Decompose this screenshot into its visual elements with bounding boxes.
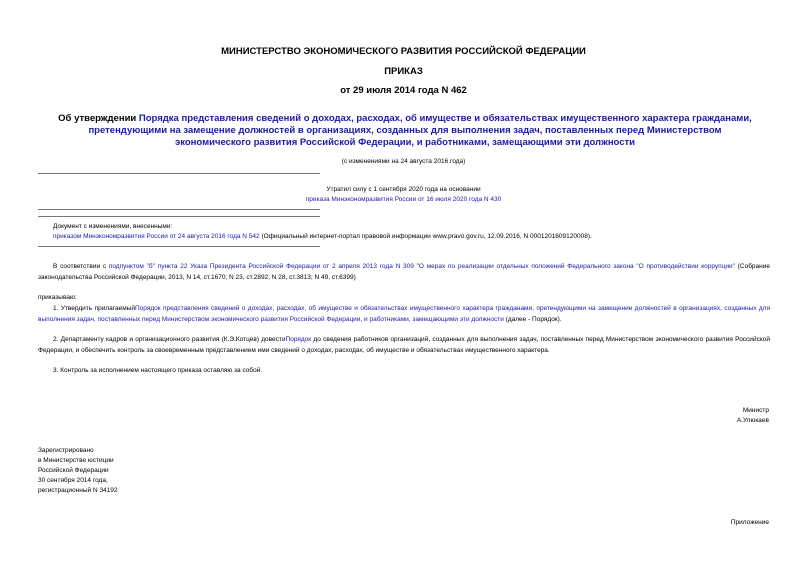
- item-1-text-1: 1. Утвердить прилагаемый: [53, 305, 135, 312]
- title-link[interactable]: Порядка представления сведений о доходах, расходах, об имуществе и обязательствах имущественного характера гражданами, претендующими на замещение должностей в организациях, созданных для выполнения задач, поставленных перед Министерством экономического развития Российской Федерации, и работниками, замещающими эти должности: [88, 113, 752, 148]
- preamble-text-2: (Собрание законодательства Российской Федерации, 2013, N 14, ст.1670; N 23, ст.2892; N 28, ст.3813; N 49, ст.6399): [38, 263, 770, 281]
- registration-line: 30 сентября 2014 года,: [38, 477, 108, 484]
- expired-link[interactable]: приказа Минэкономразвития России от 16 июля 2020 года N 430: [305, 196, 502, 203]
- appendix-label: Приложение: [730, 519, 769, 526]
- expired-line: Утратил силу с 1 сентября 2020 года на основании: [326, 186, 481, 193]
- changes-rest: (Официальный интернет-портал правовой информации www.pravo.gov.ru, 12.09.2016, N 0001201609120008).: [259, 233, 592, 240]
- registration-line: в Министерстве юстиции: [38, 457, 114, 464]
- registration-line: регистрационный N 34192: [38, 487, 118, 494]
- changes-label: Документ с изменениями, внесенными:: [53, 223, 173, 230]
- changes-line: [53, 232, 773, 243]
- registration-line: Российской Федерации: [38, 467, 109, 474]
- ministry-heading: МИНИСТЕРСТВО ЭКОНОМИЧЕСКОГО РАЗВИТИЯ РОССИЙСКОЙ ФЕДЕРАЦИИ: [221, 46, 586, 57]
- item-2-link[interactable]: Порядок: [285, 336, 312, 343]
- divider: [38, 209, 320, 210]
- signature-position: Министр: [742, 407, 769, 414]
- registration-line: Зарегистрировано: [38, 447, 94, 454]
- preamble-link[interactable]: подпунктом "б" пункта 22 Указа Президента Российской Федерации от 2 апреля 2013 года N 309 "О мерах по реализации отдельных положений Федерального закона "О противодействии коррупции": [108, 263, 735, 270]
- item-2-text-1: 2. Департаменту кадров и организационного развития (К.Э.Котцев) довести: [53, 336, 286, 343]
- order-word: приказываю:: [38, 294, 77, 301]
- document-title: [55, 113, 755, 149]
- item-2-text-2: до сведения работников организаций, созданных для выполнения задач, поставленных перед Министерством экономического развития Российской Федерации, и обеспечить контроль за своевременным представлением ими сведений о доходах, расходах, об имуществе и обязательствах имущественного характера.: [38, 336, 770, 354]
- preamble-paragraph: [38, 262, 770, 283]
- item-1-text-2: (далее - Порядок).: [503, 315, 562, 323]
- doc-type-heading: ПРИКАЗ: [384, 66, 423, 77]
- divider: [38, 216, 320, 217]
- divider: [38, 173, 320, 174]
- amended-note: (с изменениями на 24 августа 2016 года): [341, 158, 466, 165]
- divider: [38, 246, 320, 247]
- changes-link[interactable]: приказом Минэкономразвития России от 24 августа 2016 года N 542: [53, 233, 260, 240]
- item-2-paragraph: [38, 335, 770, 356]
- title-prefix: Об утверждении: [58, 113, 139, 124]
- item-1-link[interactable]: Порядок представления сведений о доходах, расходах, об имуществе и обязательствах имущественного характера гражданами, претендующими на замещение должностей в организациях, созданных для выполнения задач, поставленных перед Министерством экономического развития Российской Федерации, и работниками, замещающими эти должности: [38, 305, 770, 323]
- date-number-heading: от 29 июля 2014 года N 462: [340, 85, 467, 96]
- preamble-text-1: В соответствии с: [53, 263, 109, 270]
- item-3-paragraph: 3. Контроль за исполнением настоящего приказа оставляю за собой.: [53, 367, 263, 374]
- item-1-paragraph: [38, 304, 770, 325]
- signature-name: А.Улюкаев: [736, 417, 769, 424]
